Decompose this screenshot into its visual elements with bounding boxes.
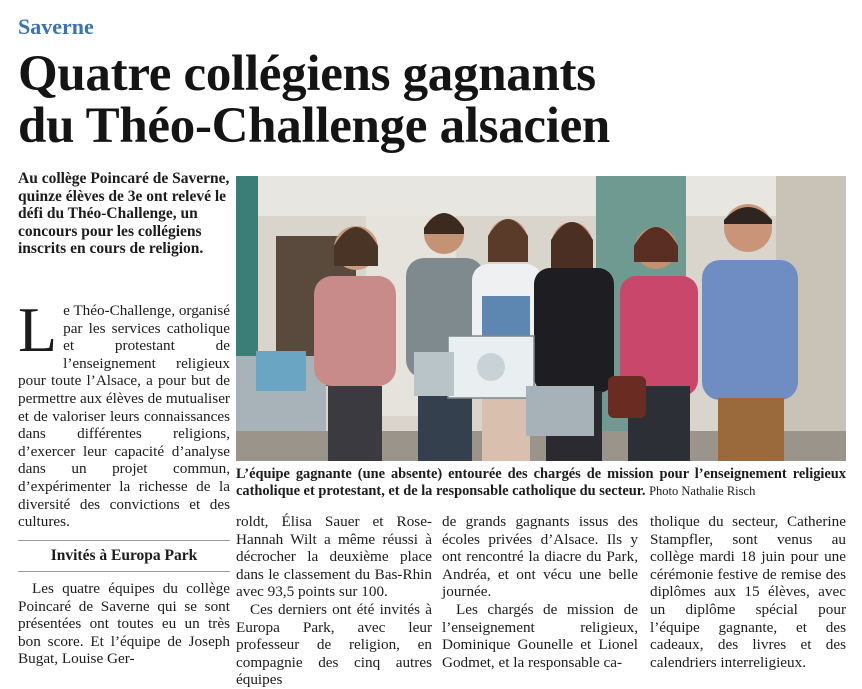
headline-line-2: du Théo-Challenge alsacien bbox=[18, 98, 610, 154]
column-4-paragraph-1: tholique du secteur, Catherine Stampfler, sont venus au collège mardi 18 juin pour une cérémonie festive de remise des diplômes aux 15 élèves, avec un diplôme spécial pour l’équipe gagnante, et des cadeaux, des livres et des calendriers interreligieux. bbox=[650, 513, 846, 671]
headline bbox=[18, 48, 848, 152]
column-2-paragraph-2: Ces derniers ont été invités à Europa Park, avec leur professeur de religion, en compagnie des cinq autres équipes bbox=[236, 600, 432, 689]
article-column-3 bbox=[442, 513, 638, 671]
rubric: Saverne bbox=[18, 14, 94, 39]
article-column-4 bbox=[650, 513, 846, 671]
caption-text: L’équipe gagnante (une absente) entourée des chargés de mission pour l’enseignement religieux catholique et protestant, et de la responsable catholique du secteur. bbox=[236, 466, 846, 499]
dropcap: L bbox=[18, 294, 58, 365]
article-column-2 bbox=[236, 513, 432, 689]
headline-line-1: Quatre collégiens gagnants bbox=[18, 46, 596, 102]
subheading: Invités à Europa Park bbox=[18, 540, 230, 572]
column-3-paragraph-2: Les chargés de mission de l’enseignement religieux, Dominique Gounelle et Lionel Godmet, et la responsable ca- bbox=[442, 600, 638, 671]
column-3-paragraph-1: de grands gagnants issus des écoles privées d’Alsace. Ils y ont rencontré la diacre du Park, Andréa, et ont vécu une belle journée. bbox=[442, 513, 638, 601]
chapo: Au collège Poincaré de Saverne, quinze élèves de 3e ont relevé le défi du Théo-Challenge, un concours pour les collégiens inscrits en cours de religion. bbox=[18, 170, 230, 258]
photo-credit: Photo Nathalie Risch bbox=[649, 484, 756, 498]
group-photo-illustration bbox=[236, 176, 846, 461]
article-column-1 bbox=[18, 294, 230, 531]
photo-caption bbox=[236, 466, 846, 500]
column-2-paragraph-1: roldt, Élisa Sauer et Rose-Hannah Wilt a même réussi à décrocher la deuxième place dans le classement du Bas-Rhin avec 93,5 points sur 100. bbox=[236, 513, 432, 601]
column-1-text: e Théo-Challenge, organisé par les services catholique et protestant de l’enseignement religieux pour toute l’Alsace, a pour but de permettre aux élèves de mutualiser et de valoriser leurs connaissances dans différentes religions, d’exercer leur capacité d’analyse dans un projet commun, d’expérimenter la richesse de la diversité des convictions et des cultures. bbox=[18, 302, 230, 531]
group-photo bbox=[236, 176, 846, 461]
article-column-1-continued: Les quatre équipes du collège Poincaré de Saverne qui se sont présentées ont toutes eu un très bon score. Et l’équipe de Joseph Bugat, Louise Ger- bbox=[18, 580, 230, 668]
